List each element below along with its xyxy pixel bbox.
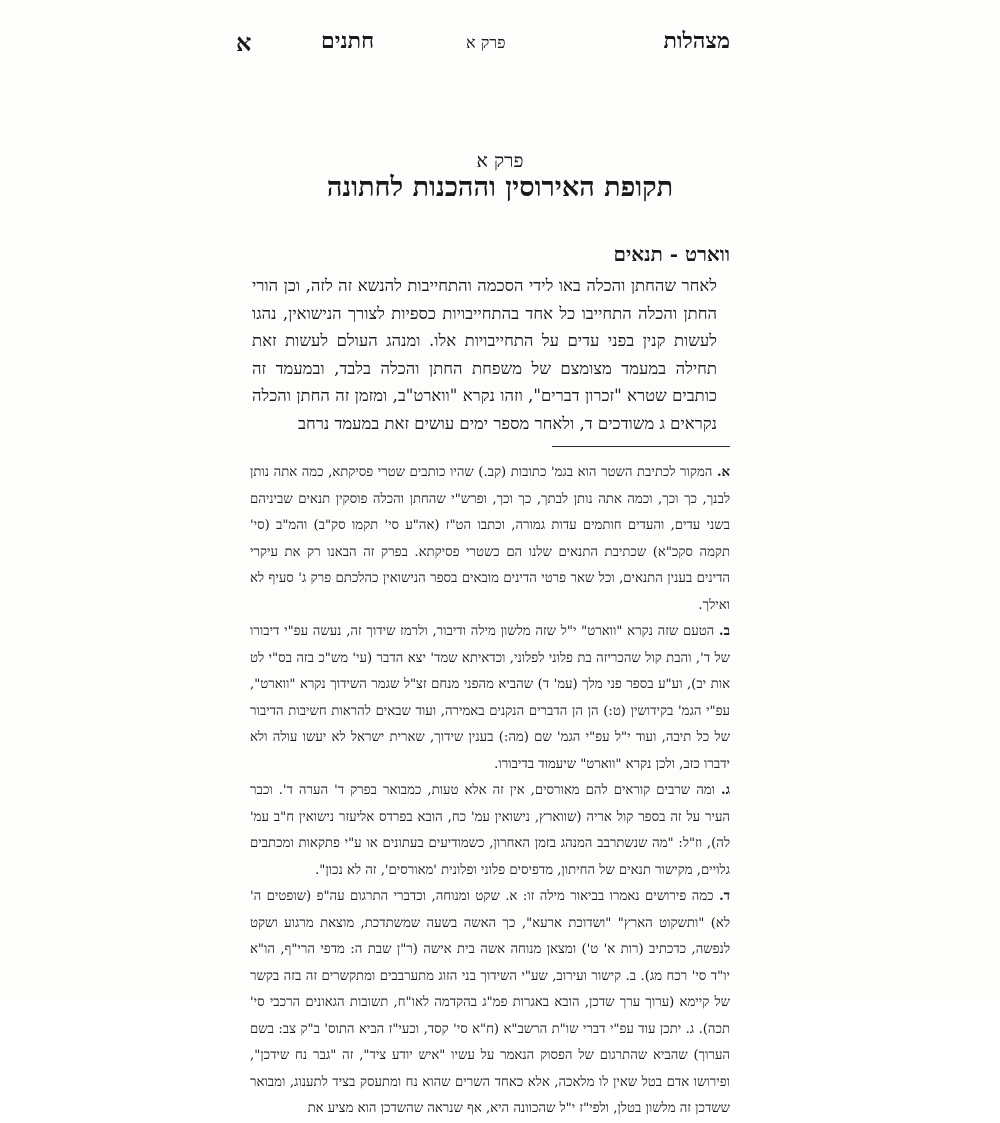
section-heading: ווארט - תנאים <box>613 242 730 266</box>
chapter-title: תקופת האירוסין וההכנות לחתונה <box>326 172 674 203</box>
footnote-b <box>250 619 730 778</box>
footnote-letter: ב. <box>719 624 730 639</box>
chapter-label: פרק א <box>476 150 524 172</box>
footnote-g <box>250 778 730 884</box>
footnote-text: ומה שרבים קוראים להם מאורסים, אין זה אלא טעות, כמבואר בפרק ד' הערה ד'. וכבר העיר על זה בספר קול אריה (שווארץ, נישואין עמ' כח, הובא בפרדס אליעזר נישואין ח"ב עמ' לה), וז"ל: "מה שנשתרבב המנהג בזמן האחרון, כשמודיעים בעתונים או ע"י פתקאות ומכתבים גלויים, מקישור תנאים של החיתון, מדפיסים פלוני ופלונית 'מאורסים', זה לא נכון". <box>250 783 730 878</box>
footnote-letter: ד. <box>719 889 730 904</box>
header-book-title: מצהלות <box>663 28 730 54</box>
footnote-text: כמה פירושים נאמרו בביאור מילה זו: א. שקט ומנוחה, וכדברי התרגום עה"פ (שופטים ה' לא) "ותשקוט הארץ" "ושדוכת ארעא", כך האשה בשעה שמשתדכת, מוצאת מרגוע ושקט לנפשה, כדכתיב (רות א' ט') ומצאן מנוחה אשה בית אישה (ר"ן שבת ה: מדפי הרי"ף, הו"א יו"ד סי' רכח מג). ב. קישור ועירוב, שע"י השידוך בני הזוג מתערבבים ומתקשרים זה בזה בקשר של קיימא (ערוך ערך שדכן, הובא באגרות פמ"ג בהקדמה לאו"ח, תשובות הגאונים הרכבי סי' תכה). ג. יתכן עוד עפ"י דברי שו"ת הרשב"א (ח"א סי' קסד, וכעי"ז הביא התוס' ב"ק צב: בשם הערוך) שהביא שהתרגום של הפסוק הנאמר על עשיו "איש יודע ציד", זה "גבר נח שידכן", ופירושו אדם בטל שאין לו מלאכה, אלא כאחד השרים שהוא נח ומתעסק בציד לתענוג, ומבואר ששדכן זה מלשון בטלן, ולפי"ז י"ל שהכוונה היא, אף שנראה שהשדכן הוא מציע את <box>250 889 730 1116</box>
main-body-text: לאחר שהחתן והכלה באו לידי הסכמה והתחייבות להנשא זה לזה, וכן הורי החתן והכלה התחייבו כל אחד בהתחייבויות כספיות לצורך הנישואין, נהגו לעשות קנין בפני עדים על התחייבויות אלו. ומנהג העולם לעשות זאת תחילה במעמד מצומצם של משפחת החתן והכלה בלבד, ובמעמד זה כותבים שטרא "זכרון דברים", וזהו נקרא "ווארט"ב, ומזמן זה החתן והכלה נקראים ג משודכים ד, ולאחר מספר ימים עושים זאת במעמד נרחב <box>252 276 717 433</box>
footnote-text: הטעם שזה נקרא "ווארט" י"ל שזה מלשון מילה ודיבור, ולרמז שידוך זה, נעשה עפ"י דיבורו של ד', והבת קול שהכריזה בת פלוני לפלוני, וכדאיתא שמד' יצא הדבר (עי' מש"כ בזה בס"י לט אות יב), וע"ע בספר פני מלך (עמ' ד) שהביא מהפני מנחם זצ"ל שגמר השידוך נקרא "ווארט", עפ"י הגמ' בקידושין (ט:) הן הן הדברים הנקנים באמירה, ועוד שבאים להראות חשיבות הדיבור של כל תיבה, ועוד י"ל עפ"י הגמ' שם (מה:) בענין שידוך, שארית ישראל לא יעשו עולה ולא ידברו כזב, ולכן נקרא "ווארט" שיעמוד בדיבורו. <box>250 624 730 772</box>
footnote-letter: ג. <box>721 783 730 798</box>
footnote-a <box>250 460 730 619</box>
footnote-letter: א. <box>716 465 730 480</box>
footnote-divider <box>552 446 730 447</box>
footnote-text: המקור לכתיבת השטר הוא בגמ' כתובות (קב.) שהיו כותבים שטרי פסיקתא, כמה אתה נותן לבנך, כך וכך, וכמה אתה נותן לבתך, כך וכך, ופרש"י שהחתן והכלה פוסקין תנאים שביניהם בשני עדים, והעדים חותמים עדות גמורה, וכתבו הט"ז (אה"ע סי' תקמו סק"ב) והמ"ב (סי' תקמה סקכ"א) שכתיבת התנאים שלנו הם כשטרי פסיקתא. בפרק זה הבאנו רק את עיקרי הדינים בענין התנאים, וכל שאר פרטי הדינים מובאים בספר הנישואין כהלכתם פרק ג' סעיף לא ואילך. <box>250 465 730 613</box>
footnotes <box>250 460 730 1116</box>
running-header <box>236 28 730 62</box>
header-page-letter: א <box>236 28 252 57</box>
footnote-d <box>250 884 730 1123</box>
header-book-subtitle: חתנים <box>321 28 375 54</box>
header-chapter-ref: פרק א <box>466 33 506 52</box>
